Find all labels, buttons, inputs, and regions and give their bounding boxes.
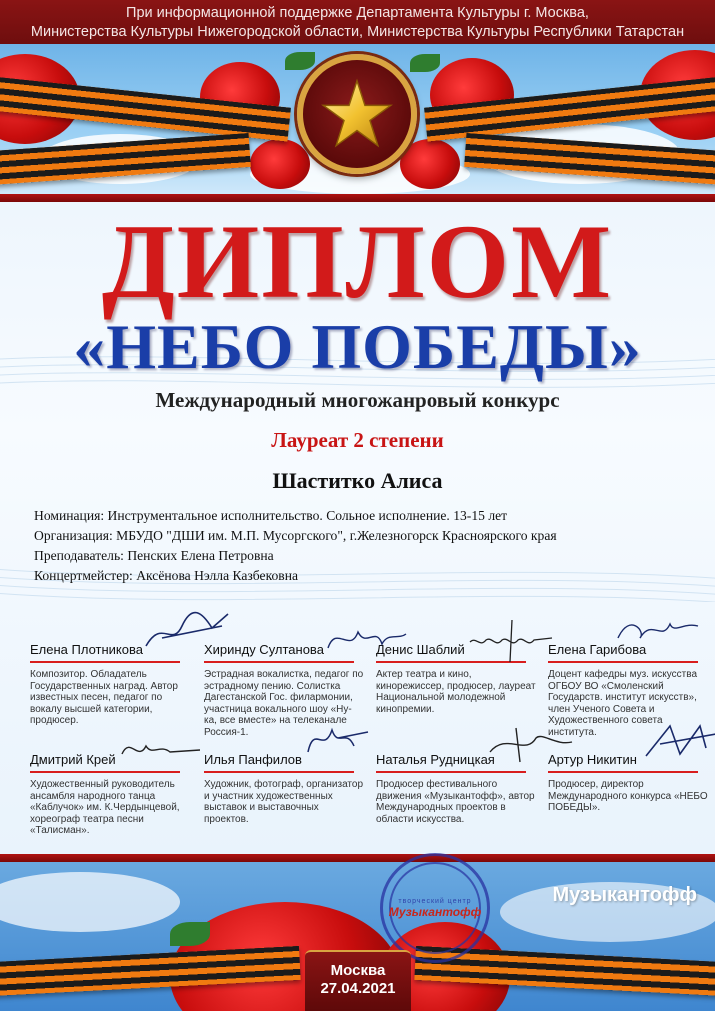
organization: Организация: МБУДО "ДШИ им. М.П. Мусоргского", г.Железногорск Красноярского края [34, 528, 557, 543]
teacher: Преподаватель: Пенских Елена Петровна [34, 548, 274, 563]
accompanist: Концертмейстер: Аксёнова Нэлла Казбековна [34, 568, 299, 583]
jury-desc: Доцент кафедры муз. искусства ОГБОУ ВО «Смоленский Государств. институт искусств», член Ученого Совета и Художественного совета института. [548, 669, 698, 738]
support-line-1: При информационной поддержке Департамента Культуры г. Москва, [126, 5, 589, 21]
jury-name: Наталья Рудницкая [376, 752, 495, 767]
diploma-title: ДИПЛОМ [101, 203, 614, 320]
signature-icon [466, 618, 556, 662]
gold-star-icon [321, 78, 393, 150]
support-strip [0, 0, 715, 44]
jury-desc: Эстрадная вокалистка, педагог по эстрадному пению. Солистка Дагестанской Гос. филармонии, участница вокального шоу «Ну-ка, все вместе» на телеканале Россия-1. [204, 669, 364, 738]
jury-desc: Художественный руководитель ансамбля народного танца «Каблучок» им. К.Чердынцевой, хореограф театра песни «Талисман». [30, 779, 180, 836]
participant-details [34, 506, 694, 586]
signature-icon [640, 718, 715, 762]
jury-name: Елена Плотникова [30, 642, 143, 657]
signature-icon [486, 722, 576, 766]
date: 27.04.2021 [320, 980, 396, 997]
jury-name: Илья Панфилов [204, 752, 302, 767]
signature-icon [612, 608, 702, 652]
jury-member [204, 752, 364, 825]
jury-desc: Продюсер фестивального движения «Музыкантофф», автор Международных проектов в области искусства. [376, 779, 535, 825]
star-badge [297, 54, 417, 174]
contest-type: Международный многожанровый конкурс [155, 388, 560, 412]
jury-desc: Продюсер, директор Международного конкурса «НЕБО ПОБЕДЫ». [548, 779, 708, 813]
frame-line-top [0, 194, 715, 202]
nomination: Номинация: Инструментальное исполнительство. Сольное исполнение. 13-15 лет [34, 508, 508, 523]
signature-icon [298, 718, 388, 762]
organization-stamp [380, 853, 490, 963]
winner-name: Шаститко Алиса [272, 468, 443, 493]
signature-icon [322, 618, 412, 662]
stamp-name: Музыкантофф [388, 904, 482, 919]
city: Москва [330, 962, 386, 979]
place-date-badge [305, 950, 411, 1011]
jury-name: Артур Никитин [548, 752, 637, 767]
diploma-body [0, 202, 715, 854]
support-line-2: Министерства Культуры Нижегородской области, Министерства Культуры Республики Татарстан [30, 24, 685, 40]
stamp-arc-text: творческий центр [398, 897, 472, 905]
award-level: Лауреат 2 степени [271, 428, 444, 452]
signature-icon [116, 728, 206, 772]
signature-icon [142, 608, 232, 652]
jury-desc: Художник, фотограф, организатор и участник художественных выставок и выставочных проектов. [204, 779, 364, 825]
contest-name: «НЕБО ПОБЕДЫ» [73, 311, 642, 382]
jury-desc: Композитор. Обладатель Государственных наград. Автор известных песен, педагог по вокалу высшей категории, продюсер. [30, 669, 178, 726]
jury-name: Дмитрий Крей [30, 752, 116, 767]
jury-name: Денис Шаблий [376, 642, 465, 657]
top-banner [0, 44, 715, 194]
jury-desc: Актер театра и кино, кинорежиссер, продюсер, лауреат Национальной молодежной кинопремии. [376, 669, 536, 715]
jury-name: Хиринду Султанова [204, 642, 324, 657]
jury-member [30, 642, 190, 727]
frame-line-bottom [0, 854, 715, 862]
brand-logo: Музыкантофф [552, 884, 697, 906]
jury-name: Елена Гарибова [548, 642, 647, 657]
